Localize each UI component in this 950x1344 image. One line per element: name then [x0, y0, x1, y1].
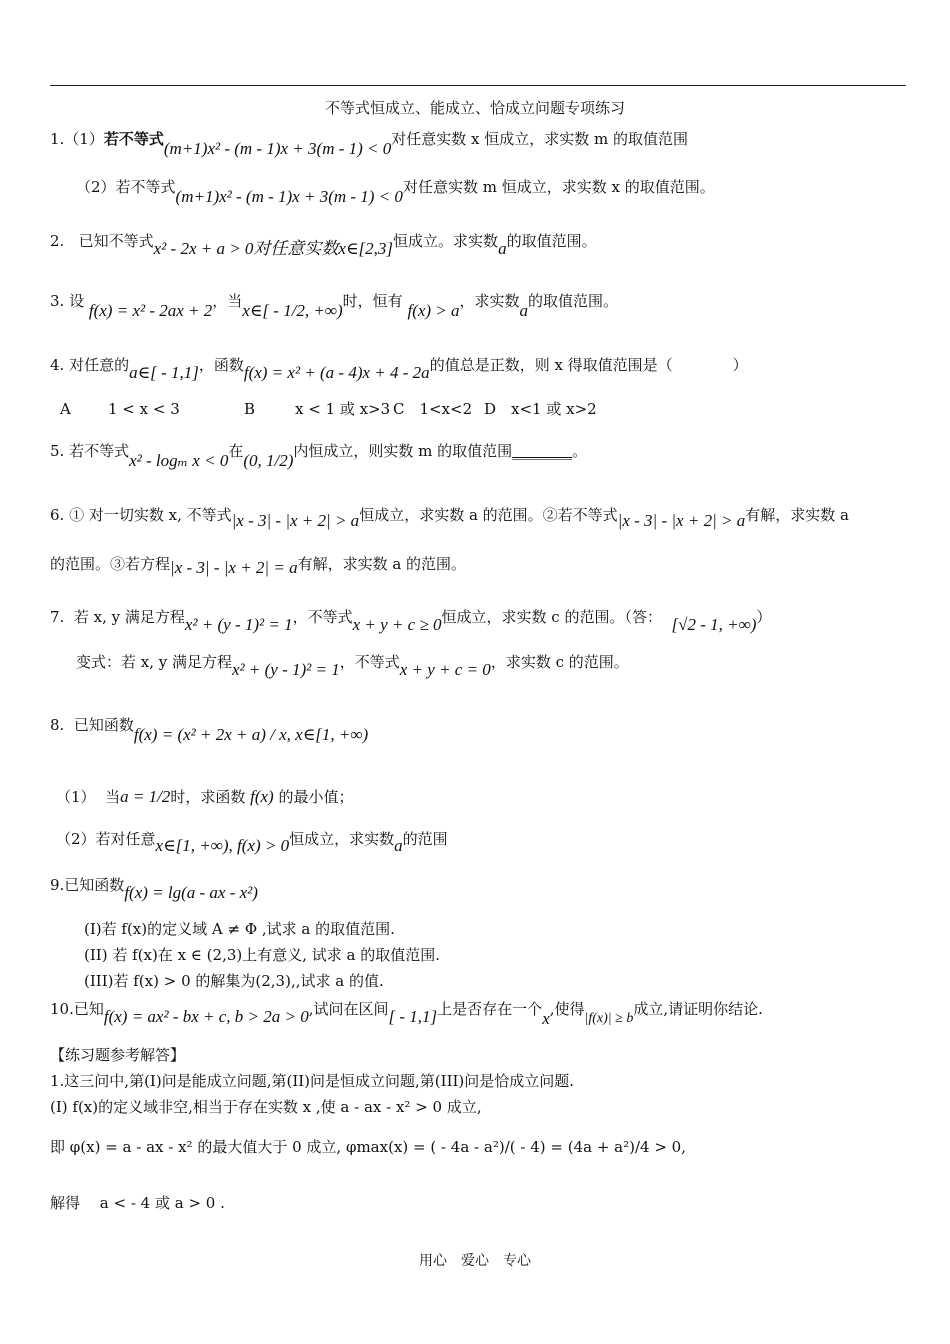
answers-heading: 【练习题参考解答】 [50, 1046, 186, 1064]
question-5: 5. 若不等式x² - logₘ x < 0在(0, 1/2)内恒成立，则实数 m 的取值范围________。 [50, 442, 588, 470]
question-4-option-b: x < 1 或 x>3 [295, 400, 391, 418]
answer-line-4: 解得 a < - 4 或 a > 0 . [50, 1194, 225, 1212]
page-footer: 用心 爱心 专心 [419, 1253, 531, 1269]
question-4: 4. 对任意的a∈[ - 1,1]，函数f(x) = x² + (a - 4)x + 4 - 2a的值总是正数，则 x 得取值范围是（ ） [50, 356, 748, 382]
question-8: 8. 已知函数f(x) = (x² + 2x + a) / x, x∈[1, +∞) [50, 716, 369, 744]
question-7-variant: 变式：若 x, y 满足方程x² + (y - 1)² = 1，不等式x + y + c = 0，求实数 c 的范围。 [76, 653, 629, 679]
question-9-part-2: (II) 若 f(x)在 x ∈ (2,3)上有意义, 试求 a 的取值范围. [84, 946, 441, 964]
question-8-part-2: （2）若对任意x∈[1, +∞), f(x) > 0恒成立，求实数a的范围 [56, 830, 448, 855]
answer-line-3: 即 φ(x) = a - ax - x² 的最大值大于 0 成立, φmax(x) = ( - 4a - a²)/( - 4) = (4a + a²)/4 > 0, [50, 1138, 686, 1156]
answer-blank: ________ [512, 442, 573, 460]
question-8-part-1: （1） 当a = 1/2时，求函数 f(x) 的最小值； [56, 787, 354, 806]
question-9-part-3: (III)若 f(x) > 0 的解集为(2,3),,试求 a 的值. [84, 972, 384, 990]
header-rule [50, 85, 906, 86]
page-title: 不等式恒成立、能成立、恰成立问题专项练习 [324, 99, 625, 117]
question-1: 1.（1）若不等式(m+1)x² - (m - 1)x + 3(m - 1) < 0对任意实数 x 恒成立，求实数 m 的取值范围 [50, 130, 689, 158]
question-6-line-2: 的范围。③若方程|x - 3| - |x + 2| = a有解，求实数 a 的范围。 [50, 555, 467, 577]
question-9: 9.已知函数f(x) = lg(a - ax - x²) [50, 876, 258, 902]
question-4-option-a: 1 < x < 3 [108, 400, 180, 418]
answer-line-1: 1.这三问中,第(I)问是能成立问题,第(II)问是恒成立问题,第(III)问是恰成立问题. [50, 1072, 575, 1090]
question-7: 7. 若 x, y 满足方程x² + (y - 1)² = 1，不等式x + y + c ≥ 0恒成立，求实数 c 的范围。（答： [√2 - 1, +∞)） [50, 608, 772, 634]
question-9-part-1: (I)若 f(x)的定义域 A ≠ Φ ,试求 a 的取值范围. [84, 920, 395, 938]
question-4-option-c: C 1<x<2 [393, 400, 473, 418]
question-3: 3. 设 f(x) = x² - 2ax + 2，当x∈[ - 1/2, +∞)时，恒有 f(x) > a，求实数a的取值范围。 [50, 292, 619, 320]
answer-line-2: (I) f(x)的定义域非空,相当于存在实数 x ,使 a - ax - x² > 0 成立, [50, 1098, 482, 1116]
question-4-option-a-label: A [60, 400, 71, 418]
question-4-option-d: D x<1 或 x>2 [484, 400, 597, 418]
question-6: 6. ① 对一切实数 x, 不等式|x - 3| - |x + 2| > a恒成立，求实数 a 的范围。②若不等式|x - 3| - |x + 2| > a有解，求实数 a [50, 506, 849, 530]
question-1-part-2: （2）若不等式(m+1)x² - (m - 1)x + 3(m - 1) < 0对任意实数 m 恒成立，求实数 x 的取值范围。 [76, 178, 715, 206]
question-2: 2. 已知不等式x² - 2x + a > 0对任意实数x∈[2,3]恒成立。求实数a的取值范围。 [50, 232, 597, 258]
question-10: 10.已知f(x) = ax² - bx + c, b > 2a > 0,试问在区间[ - 1,1]上是否存在一个x,使得|f(x)| ≥ b成立,请证明你结论. [50, 1000, 763, 1028]
question-4-option-b-label: B [244, 400, 256, 418]
